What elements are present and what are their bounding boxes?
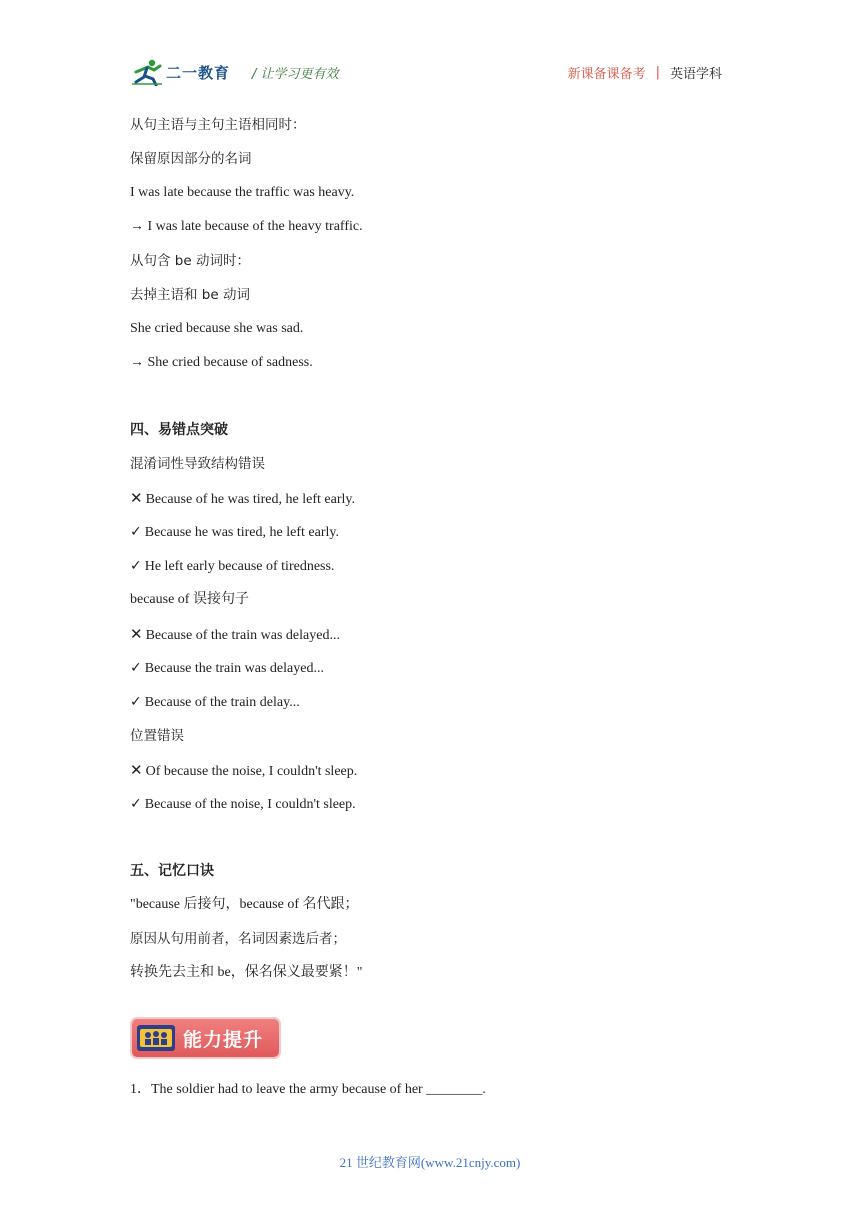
example-sentence: → She cried because of sadness. — [130, 355, 313, 370]
spacer — [130, 821, 750, 854]
correct-example — [130, 515, 750, 549]
text-line: 保留原因部分的名词 — [130, 151, 252, 167]
correct-example — [130, 549, 750, 583]
example-text: Of because the noise, I couldn't sleep. — [145, 764, 358, 779]
example-text: Because he was tired, he left early. — [144, 525, 339, 540]
correct-example — [130, 685, 750, 719]
rhyme-line: 转换先去主和 be，保名保义最要紧！" — [130, 965, 363, 980]
section-heading: 五、记忆口诀 — [130, 863, 214, 879]
example-sentence: I was late because the traffic was heavy. — [130, 185, 355, 200]
check-icon: ✓ — [130, 660, 142, 676]
example-text: Because of the noise, I couldn't sleep. — [144, 797, 356, 812]
logo — [130, 56, 230, 88]
example-text: Because the train was delayed... — [144, 661, 324, 676]
subheading: 混淆词性导致结构错误 — [130, 456, 265, 472]
header-separator: | — [655, 65, 660, 80]
example-text: Because of he was tired, he left early. — [145, 492, 355, 507]
wrong-example — [130, 753, 750, 787]
correct-example — [130, 651, 750, 685]
example-text: Because of the train delay... — [144, 695, 300, 710]
spacer — [130, 380, 750, 413]
subheading: 位置错误 — [130, 728, 184, 744]
subheading: because of 误接句子 — [130, 592, 249, 607]
check-icon: ✓ — [130, 558, 142, 574]
rhyme-line: 原因从句用前者，名词因素选后者； — [130, 931, 346, 947]
wrong-example — [130, 617, 750, 651]
text-line: 去掉主语和 be 动词 — [130, 287, 250, 303]
logo-text: 二一教育 — [166, 63, 231, 82]
text-line: 从句主语与主句主语相同时： — [130, 117, 306, 133]
check-icon: ✓ — [130, 524, 142, 540]
wrong-example — [130, 481, 750, 515]
subject-label — [568, 63, 722, 82]
example-sentence: → I was late because of the heavy traffic. — [130, 219, 363, 234]
slogan: / 让学习更有效 — [252, 67, 339, 82]
check-icon: ✓ — [130, 694, 142, 710]
cross-icon: ✕ — [130, 489, 143, 507]
page-footer: 21 世纪教育网(www.21cnjy.com) — [339, 1155, 521, 1170]
ability-banner — [132, 1019, 279, 1057]
document-body — [130, 108, 750, 990]
example-text: He left early because of tiredness. — [144, 559, 335, 574]
check-icon: ✓ — [130, 796, 142, 812]
example-sentence: She cried because she was sad. — [130, 321, 304, 336]
course-label: 新课备课备考 — [567, 67, 646, 82]
rhyme-line: "because 后接句，because of 名代跟； — [130, 897, 359, 912]
question-item: 1．The soldier had to leave the army because of her ________. — [130, 1082, 486, 1097]
correct-example — [130, 787, 750, 821]
section-heading: 四、易错点突破 — [130, 422, 228, 438]
banner-label: 能力提升 — [183, 1028, 264, 1051]
text-line: 从句含 be 动词时： — [130, 253, 250, 269]
page-header — [130, 56, 730, 88]
runner-logo-icon — [130, 58, 164, 86]
cross-icon: ✕ — [130, 625, 143, 643]
cross-icon: ✕ — [130, 761, 143, 779]
people-icon — [137, 1025, 175, 1051]
subject-name: 英语学科 — [669, 67, 722, 82]
example-text: Because of the train was delayed... — [145, 628, 340, 643]
